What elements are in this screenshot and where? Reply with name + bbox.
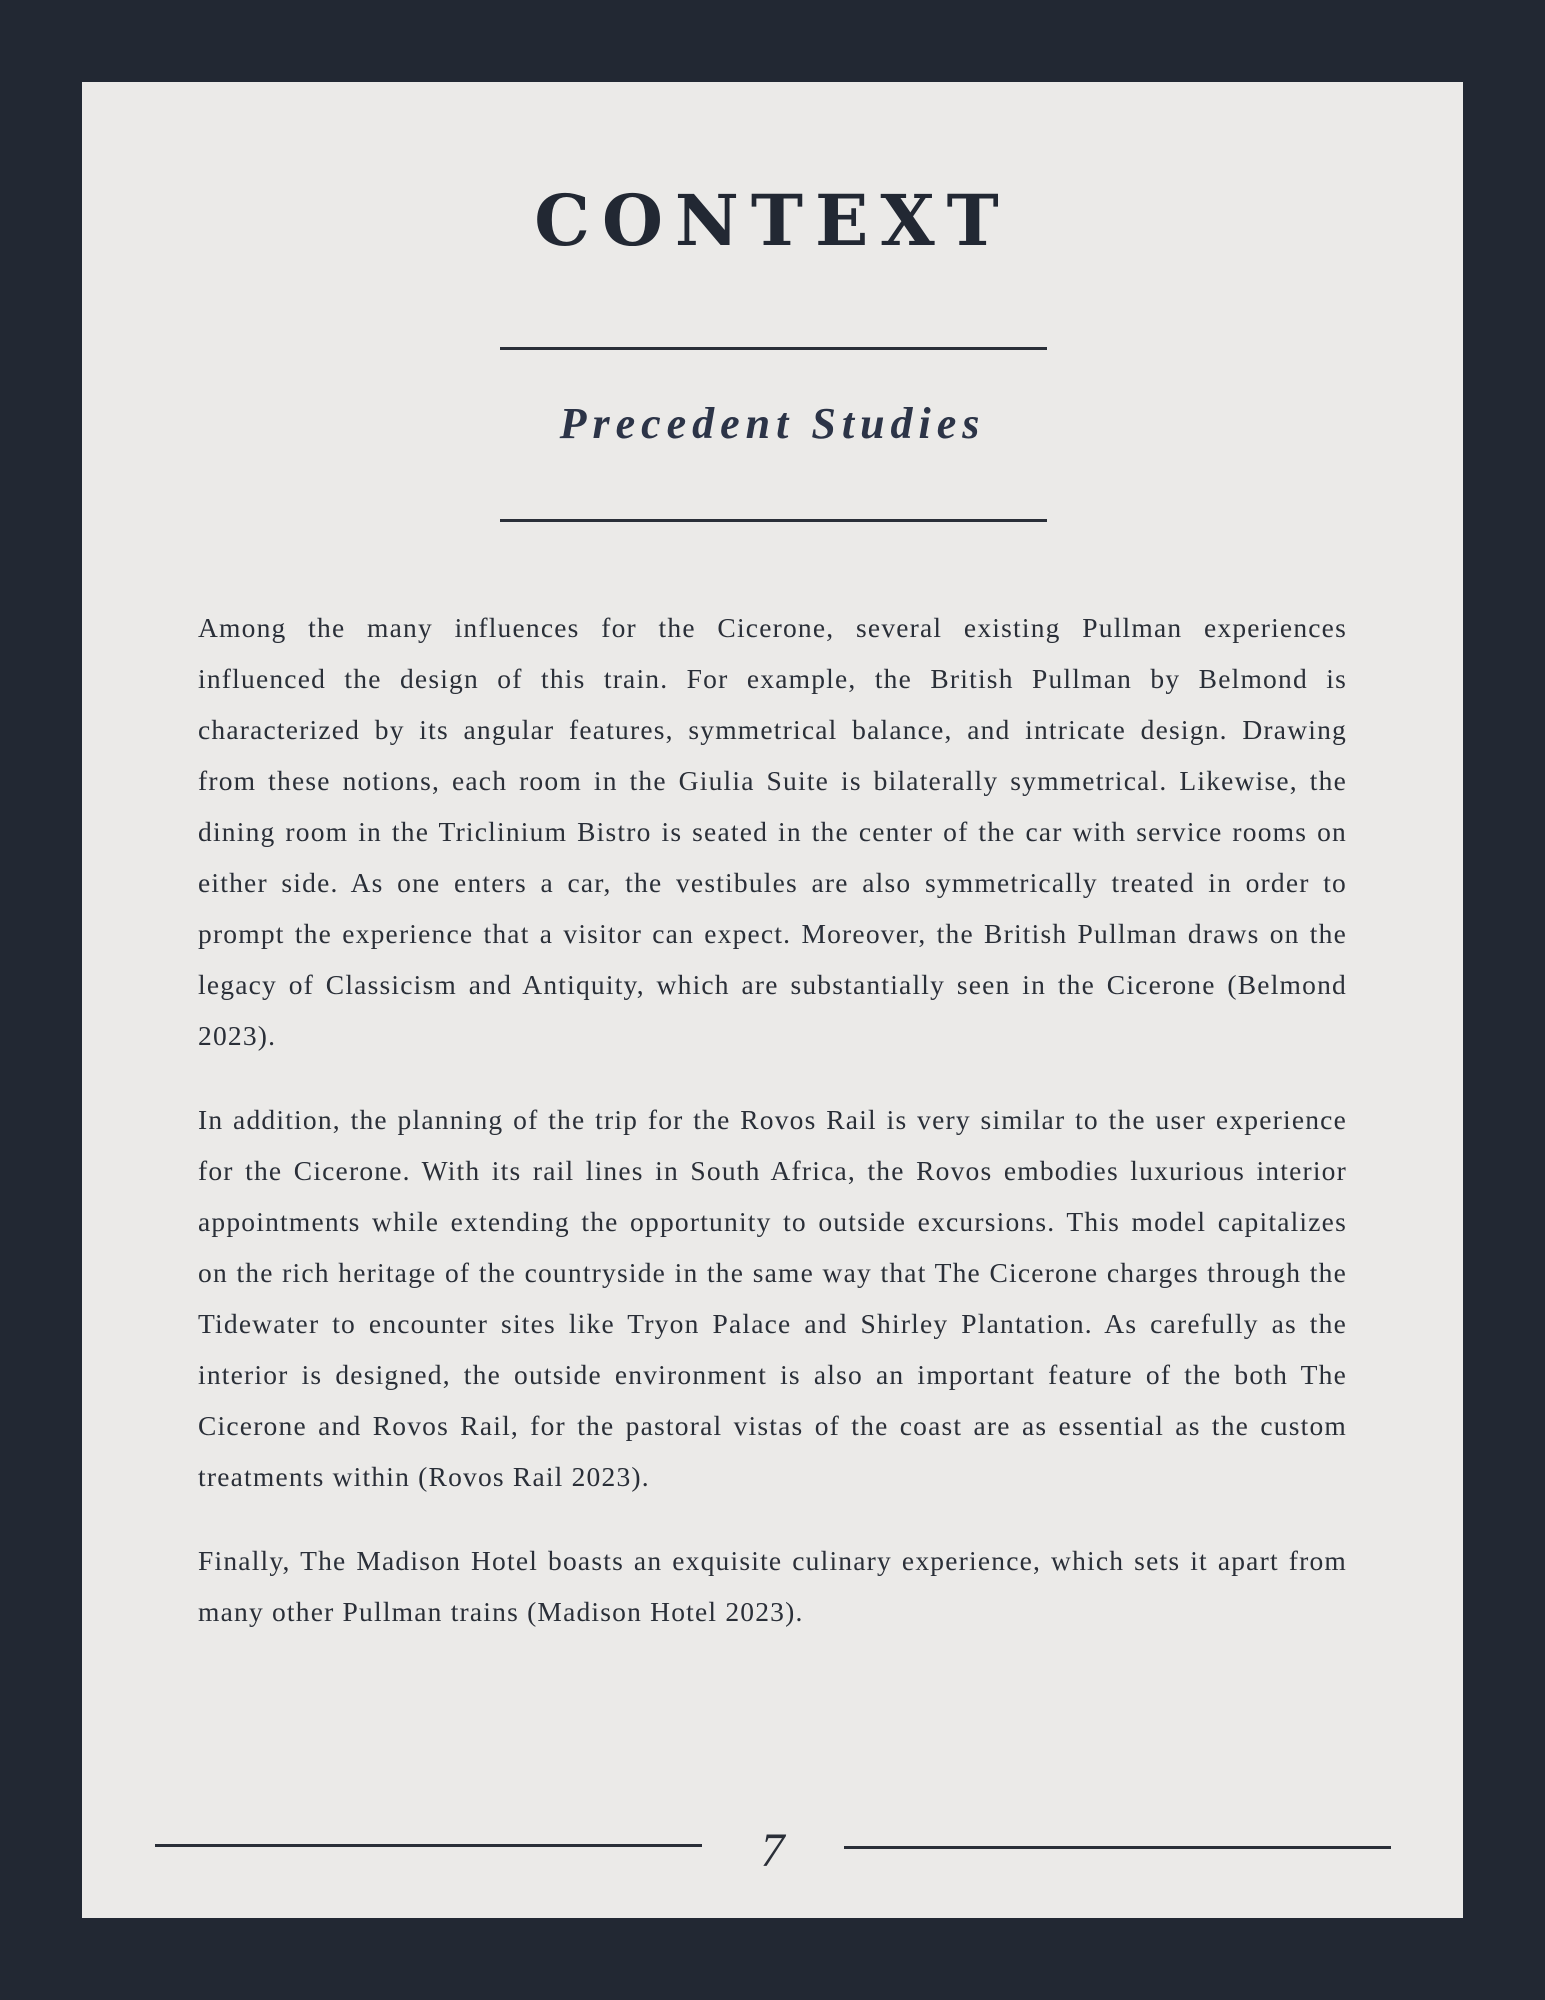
title-divider-top (500, 347, 1047, 350)
document-page (82, 82, 1463, 1918)
paragraph-3: Finally, The Madison Hotel boasts an exquisite culinary experience, which sets it apart from many other Pullman trains (Madison Hotel 2023). (198, 1545, 1347, 1627)
paragraph-2: In addition, the planning of the trip for the Rovos Rail is very similar to the user experience for the Cicerone. With its rail lines in South Africa, the Rovos embodies luxurious interior appointments while extending the opportunity to outside excursions. This model capitalizes on the rich heritage of the countryside in the same way that The Cicerone charges through the Tidewater to encounter sites like Tryon Palace and Shirley Plantation. As carefully as the interior is designed, the outside environment is also an important feature of the both The Cicerone and Rovos Rail, for the pastoral vistas of the coast are as essential as the custom treatments within (Rovos Rail 2023). (198, 1104, 1347, 1492)
footer-rule-right (844, 1846, 1391, 1849)
page-title: CONTEXT (534, 179, 1011, 262)
body-text (198, 602, 1347, 1670)
title-divider-bottom (500, 519, 1047, 522)
paragraph-1: Among the many influences for the Cicerone, several existing Pullman experiences influenced the design of this train. For example, the British Pullman by Belmond is characterized by its angular features, symmetrical balance, and intricate design. Drawing from these notions, each room in the Giulia Suite is bilaterally symmetrical. Likewise, the dining room in the Triclinium Bistro is seated in the center of the car with service rooms on either side. As one enters a car, the vestibules are also symmetrically treated in order to prompt the experience that a visitor can expect. Moreover, the British Pullman draws on the legacy of Classicism and Antiquity, which are substantially seen in the Cicerone (Belmond 2023). (198, 612, 1347, 1051)
page-number: 7 (760, 1824, 785, 1877)
section-subtitle: Precedent Studies (559, 399, 986, 448)
